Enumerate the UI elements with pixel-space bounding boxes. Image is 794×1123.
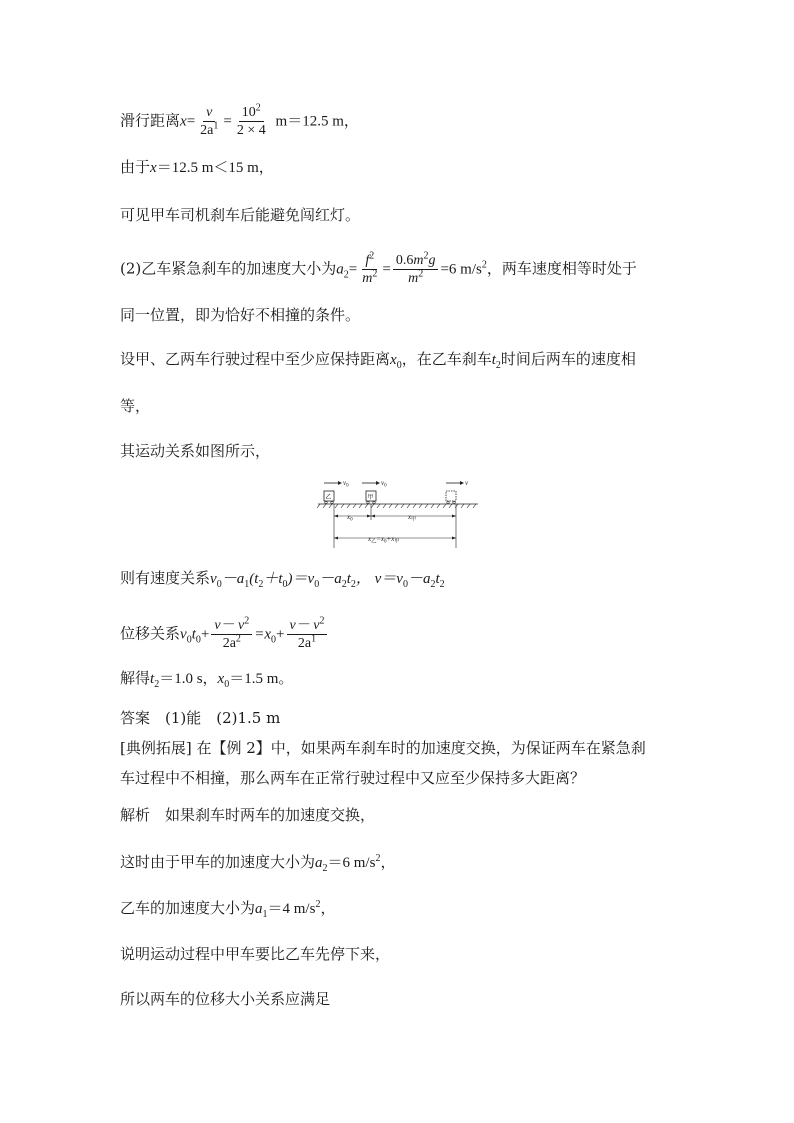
line-same-position: 同一位置，即为恰好不相撞的条件。 [120,306,361,324]
line-velocity-relation: 则有速度关系$v_0-a_1(t_2+t_0)=v_0-a_2t_2$， $v=v_0-a_2t_2$ [120,571,445,590]
line-avoid-red-light: 可见甲车司机刹车后能避免闯红灯。 [120,206,361,224]
line-sliding-distance: 滑行距离x= $\frac{v}{2a^1}$ = $\frac{10^2}{2 \times 4}$ m＝12.5 m， [120,102,359,138]
x-yi-label: $x_乙=x_0+x_甲$ [368,535,400,545]
svg-text:乙: 乙 [325,494,332,501]
ground-hatching [317,504,476,508]
fraction-left: $\frac{v- v^2}{2a^2}$ [211,617,252,652]
x-jia-label: $x_甲$ [408,513,417,523]
fraction-100-over-8: $\frac{10^2}{2 \times 4}$ [236,102,266,138]
line-yi-acceleration-2: 乙车的加速度大小为$a_1=4$ $m/s^2$， [120,899,336,920]
motion-diagram [316,474,480,556]
line-displacement-relation: 位移关系$v_0t_0+$ $\frac{v- v^2}{2a^2}$ $=x_0+$ $\frac{v- v^2}{2a^1}$ [120,617,329,652]
line-extension-1: [典例拓展] 在【例 2】中，如果两车刹车时的加速度交换，为保证两车在紧急刹 [120,739,646,757]
fraction-f2-over-m2: $\frac{f^2}{m^2}$ [362,250,378,286]
fraction-06m2g-over-m2: $\frac{0.6m^2g}{m^2}$ [393,252,439,287]
line-x-compare: 由于x＝12.5 m＜15 m， [120,158,274,176]
line-jia-acceleration: 这时由于甲车的加速度大小为$a_2=6$ $m/s^2$， [120,853,396,874]
svg-text:甲: 甲 [367,494,374,501]
line-displacement-condition: 所以两车的位移大小关系应满足 [120,990,331,1008]
fraction-v-over-2a: $\frac{v}{2a^1}$ [200,105,219,138]
line-jia-stops-first: 说明运动过程中甲车要比乙车先停下来， [120,945,391,963]
line-answer: 答案 (1)能 (2)1.5 m [120,709,281,727]
line-analysis: 解析 如果刹车时两车的加速度交换， [120,806,376,824]
line-equal: 等， [120,397,151,415]
line-extension-2: 车过程中不相撞，那么两车在正常行驶过程中又应至少保持多大距离？ [120,769,586,787]
line-yi-acceleration: (2)乙车紧急刹车的加速度大小为$a_2=$ $\frac{f^2}{m^2}$ = $\frac{0.6m^2g}{m^2}$ =6 $m/s^2$，两车速度相等时处于 [120,250,637,286]
car-final-position [446,491,456,501]
v-label: v [465,479,469,487]
v0-label-jia: $v_0$ [381,479,387,489]
line-assume-distance: 设甲、乙两车行驶过程中至少应保持距离$x_0$，在乙车刹车$t_2$时间后两车的速度相 [120,350,636,371]
v0-label-yi: $v_0$ [343,479,349,489]
line-solution: 解得$t_2=1.0$ s，$x_0=1.5$ m。 [120,669,294,690]
x0-label: $x_0$ [347,513,353,523]
line-as-shown: 其运动关系如图所示， [120,442,271,460]
fraction-right: $\frac{v- v^2}{2a^1}$ [287,617,328,652]
